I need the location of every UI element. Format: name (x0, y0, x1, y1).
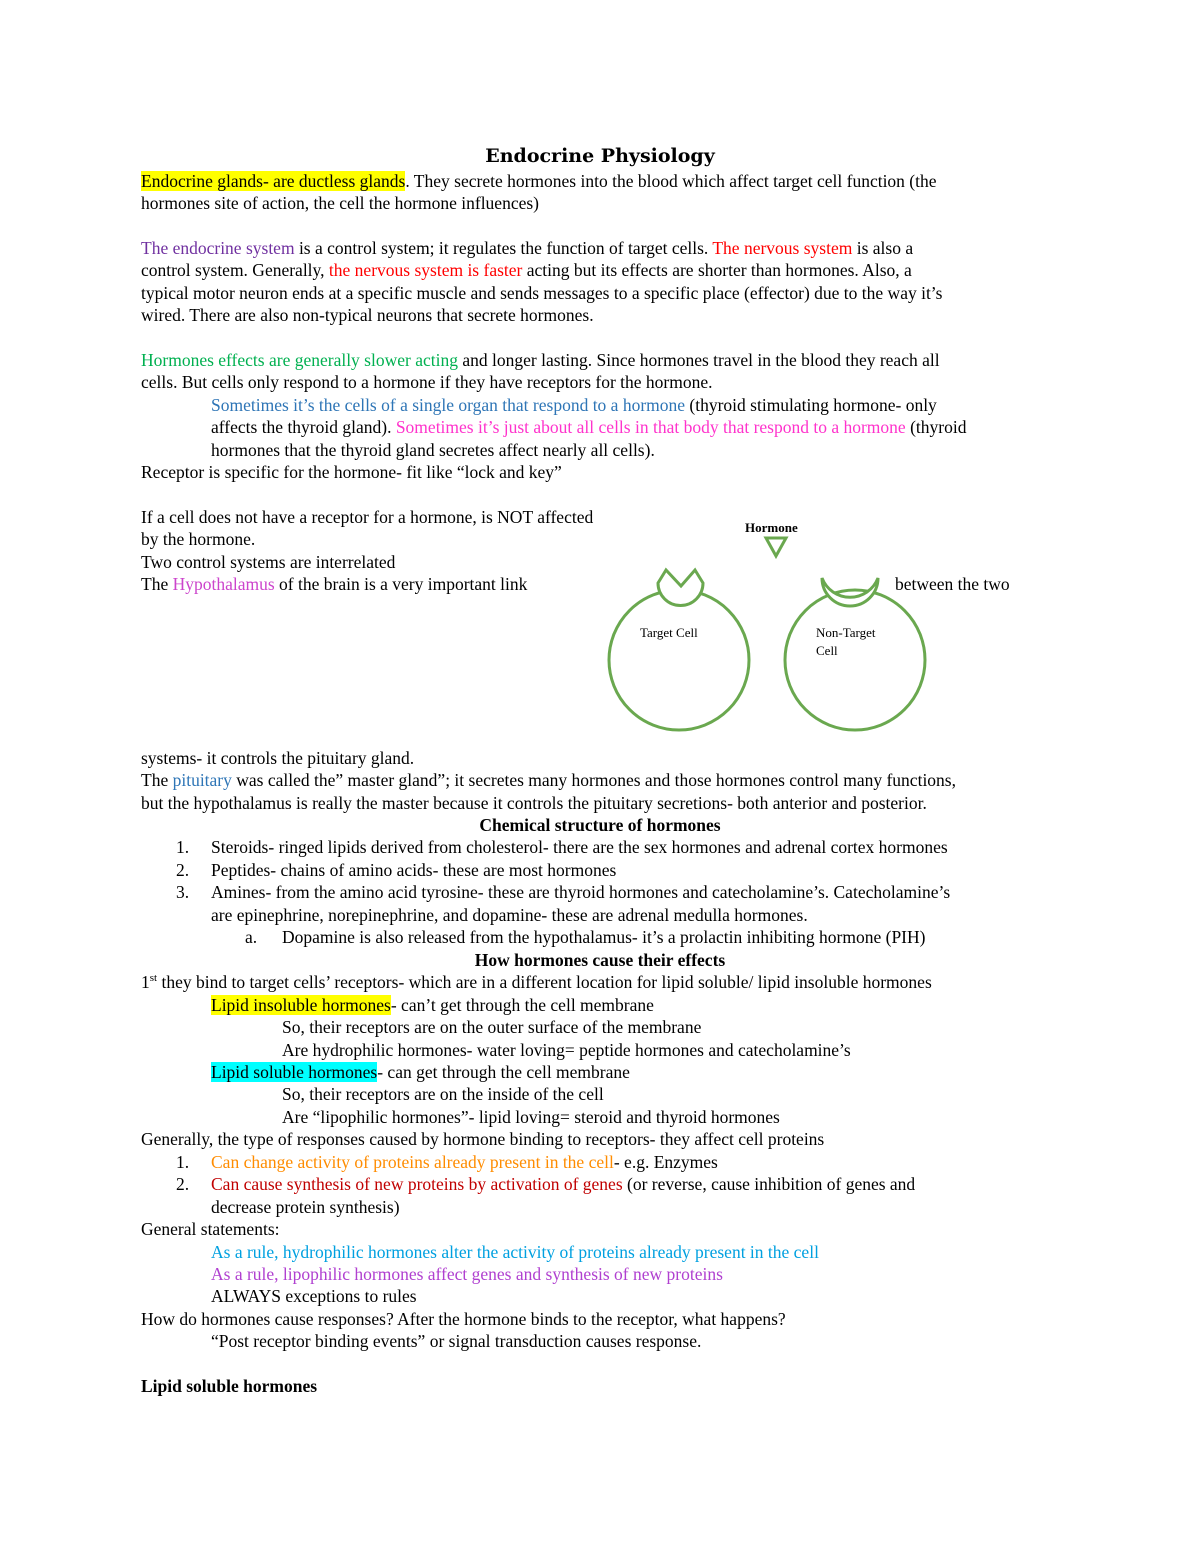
para4-line-7: but the hypothalamus is really the master because it controls the pituitary secretions- both anterior and posterior. (141, 793, 927, 813)
question-answer-line: “Post receptor binding events” or signal transduction causes response. (211, 1331, 702, 1351)
para2-line-4: wired. There are also non-typical neurons that secrete hormones. (141, 305, 594, 325)
non-target-label-2: Cell (816, 643, 838, 658)
generally-line: Generally, the type of responses caused by hormone binding to receptors- they affect cell proteins (141, 1129, 825, 1149)
lipid-soluble-heading: Lipid soluble hormones (141, 1376, 318, 1396)
para4-line-4-tail: between the two (895, 574, 1010, 594)
lipid-insoluble-detail-1: So, their receptors are on the outer surface of the membrane (282, 1017, 702, 1037)
how-heading: How hormones cause their effects (474, 950, 726, 970)
highlight-endocrine-glands: Endocrine glands- are ductless glands (141, 171, 406, 191)
general-statement-1: As a rule, hydrophilic hormones alter the activity of proteins already present in the cell (211, 1242, 819, 1262)
hormone-label: Hormone (745, 520, 798, 535)
response-item-2-cont: decrease protein synthesis) (211, 1197, 400, 1217)
para4-line-4: The Hypothalamus of the brain is a very important link (141, 574, 528, 594)
para3-line-1: Hormones effects are generally slower acting and longer lasting. Since hormones travel in the blood they reach all (141, 350, 940, 370)
target-cell-circle (609, 590, 749, 730)
para4-line-1: If a cell does not have a receptor for a hormone, is NOT affected (141, 507, 594, 527)
highlight-lipid-insoluble: Lipid insoluble hormones (211, 995, 391, 1015)
para4-line-3: Two control systems are interrelated (141, 552, 396, 572)
highlight-lipid-soluble: Lipid soluble hormones (211, 1062, 378, 1082)
lipid-insoluble-line: Lipid insoluble hormones- can’t get through the cell membrane (211, 995, 654, 1015)
non-target-cell-circle (785, 590, 925, 730)
page-title: Endocrine Physiology (485, 145, 715, 167)
document-page: Endocrine Physiology Endocrine glands- are ductless glands. They secrete hormones into the blood which affect target cell function (the hormones site of action, the cell the hormone influences) The endocrine system is a control system; it regulates the function of target cells. The nervous system is also a control system. Generally, the nervous system is faster acting but its effects are shorter than hormones. Also, a typical motor neuron ends at a specific muscle and sends messages to a specific place (effector) due to the way it’s wired. There are also non-typical neurons that secrete hormones. Hormones effects are generally slower acting and longer lasting. Since hormones travel in the blood they reach all cells. But cells only respond to a hormone if they have receptors for the hormone. Sometimes it’s the cells of a single organ that respond to a hormone (thyroid stimulating hormone- only affects the thyroid gland). Sometimes it’s just about all cells in that body that respond to a hormone (thyroid hormones that the thyroid gland secretes affect nearly all cells). Receptor is specific for the hormone- fit like “lock and key” If a cell does not have a receptor for a hormone, is NOT affected by the hormone. Two control systems are interrelated The Hypothalamus of the brain is a very important link between the two Hormone Target Cell Non-Target Cell systems- it controls the pituitary gland. The pituitary was called the” master gland”; it secretes many hormones and those hormones control many functions, but the hypothalamus is really the master because it controls the pituitary secretions- both anterior and posterior. Chemical structure of hormones 1. Steroids- ringed lipids derived from cholesterol- there are the sex hormones and adrenal cortex hormones 2. Peptides- chains of amino acids- these are most hormones 3. Amines- from the amino acid tyrosine- these are thyroid hormones and catecholamine’s. Catecholamine’s are epinephrine, norepinephrine, and dopamine- these are adrenal medulla hormones. a. Dopamine is also released from the hypothalamus- it’s a prolactin inhibiting hormone (PIH) How hormones cause their effects 1st they bind to target cells’ receptors- which are in a different location for lipid soluble/ lipid insoluble hormones Lipid insoluble hormones- can’t get through the cell membrane So, their receptors are on the outer surface of the membrane Are hydrophilic hormones- water loving= peptide hormones and catecholamine’s Lipid soluble hormones- can get through the cell membrane So, their receptors are on the inside of the cell Are “lipophilic hormones”- lipid loving= steroid and thyroid hormones Generally, the type of responses caused by hormone binding to receptors- they affect cell proteins 1. Can change activity of proteins already present in the cell- e.g. Enzymes 2. Can cause synthesis of new proteins by activation of genes (or reverse, cause inhibition of genes and decrease protein synthesis) General statements: As a rule, hydrophilic hormones alter the activity of proteins already present in the cell As a rule, lipophilic hormones affect genes and synthesis of new proteins ALWAYS exceptions to rules How do hormones cause responses? After the hormone binds to the receptor, what happens? “Post receptor binding events” or signal transduction causes response. Lipid soluble hormones (0, 0, 1200, 1553)
general-statements-label: General statements: (141, 1219, 280, 1239)
para4-line-2: by the hormone. (141, 529, 256, 549)
non-target-label-1: Non-Target (816, 625, 876, 640)
para3-line-3: Sometimes it’s the cells of a single organ that respond to a hormone (thyroid stimulating hormone- only (211, 395, 937, 415)
how-line-1: 1st they bind to target cells’ receptors- which are in a different location for lipid soluble/ lipid insoluble hormones (141, 972, 932, 992)
para4-line-6: The pituitary was called the” master gland”; it secretes many hormones and those hormones control many functions, (141, 770, 956, 790)
lipid-soluble-detail-2: Are “lipophilic hormones”- lipid loving= steroid and thyroid hormones (282, 1107, 780, 1127)
para2-line-3: typical motor neuron ends at a specific muscle and sends messages to a specific place (effector) due to the way it’s (141, 283, 943, 303)
para3-line-5: hormones that the thyroid gland secretes affect nearly all cells). (211, 440, 655, 460)
para3-line-4: affects the thyroid gland). Sometimes it’s just about all cells in that body that respond to a hormone (thyroid (211, 417, 967, 437)
hormone-receptor-diagram (600, 510, 930, 745)
target-cell-label: Target Cell (640, 625, 698, 640)
lipid-soluble-line: Lipid soluble hormones- can get through the cell membrane (211, 1062, 630, 1082)
para2-line-2: control system. Generally, the nervous system is faster acting but its effects are shorter than hormones. Also, a (141, 260, 912, 280)
para3-line-6: Receptor is specific for the hormone- fit like “lock and key” (141, 462, 562, 482)
general-statement-3: ALWAYS exceptions to rules (211, 1286, 417, 1306)
lipid-soluble-detail-1: So, their receptors are on the inside of the cell (282, 1084, 604, 1104)
para3-line-2: cells. But cells only respond to a hormone if they have receptors for the hormone. (141, 372, 713, 392)
chem-item-3-cont: are epinephrine, norepinephrine, and dopamine- these are adrenal medulla hormones. (211, 905, 808, 925)
intro-line-2: hormones site of action, the cell the hormone influences) (141, 193, 539, 213)
question-line: How do hormones cause responses? After the hormone binds to the receptor, what happens? (141, 1309, 786, 1329)
chem-heading: Chemical structure of hormones (479, 815, 721, 835)
para4-line-5: systems- it controls the pituitary gland. (141, 748, 415, 768)
general-statement-2: As a rule, lipophilic hormones affect genes and synthesis of new proteins (211, 1264, 723, 1284)
non-target-cell-receptor-icon (822, 578, 878, 606)
hormone-triangle-icon (766, 538, 786, 556)
intro-line-1: Endocrine glands- are ductless glands. They secrete hormones into the blood which affect target cell function (the (141, 171, 937, 191)
para2-line-1: The endocrine system is a control system; it regulates the function of target cells. The nervous system is also a (141, 238, 914, 258)
lipid-insoluble-detail-2: Are hydrophilic hormones- water loving= peptide hormones and catecholamine’s (282, 1040, 851, 1060)
target-cell-receptor-icon (658, 570, 703, 606)
